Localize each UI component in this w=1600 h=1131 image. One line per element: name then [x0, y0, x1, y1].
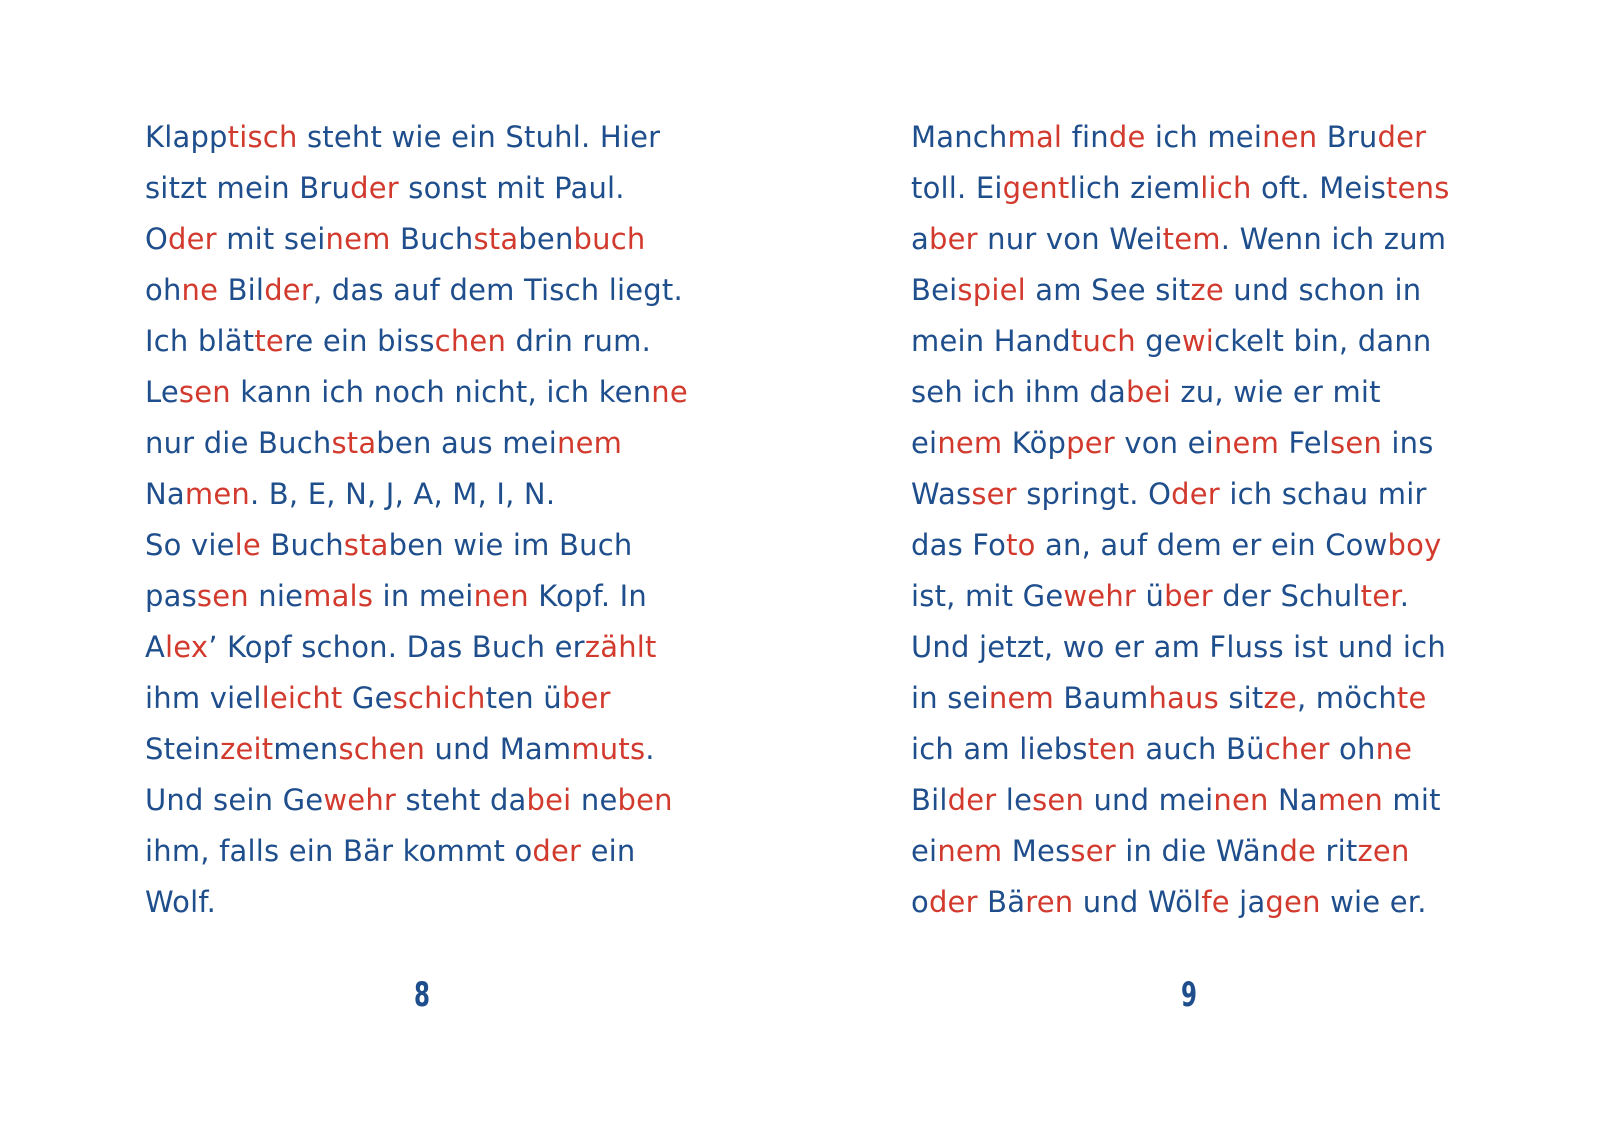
text-line	[145, 265, 688, 316]
text-segment: rit	[1316, 834, 1358, 868]
highlighted-syllable: leicht	[261, 681, 343, 715]
text-segment: , das auf dem Tisch liegt.	[312, 273, 683, 307]
text-line	[911, 163, 1450, 214]
text-segment: Bil	[911, 783, 948, 817]
highlighted-syllable: fe	[1201, 885, 1230, 919]
text-line	[911, 775, 1450, 826]
text-segment: re ein biss	[283, 324, 435, 358]
highlighted-syllable: schen	[338, 732, 426, 766]
highlighted-syllable: nem	[556, 426, 623, 460]
highlighted-syllable: gent	[1002, 171, 1070, 205]
text-segment: ckelt bin, dann	[1214, 324, 1432, 358]
text-segment: ich am liebs	[911, 732, 1088, 766]
highlighted-syllable: der	[1377, 120, 1427, 154]
text-line	[145, 316, 688, 367]
text-segment: der Schul	[1212, 579, 1361, 613]
text-segment: wie er.	[1320, 885, 1427, 919]
text-segment: steht da	[396, 783, 527, 817]
text-segment: mit sei	[216, 222, 326, 256]
highlighted-syllable: buch	[573, 222, 646, 256]
highlighted-syllable: wehr	[1063, 579, 1137, 613]
highlighted-syllable: ben	[617, 783, 673, 817]
left-page-text	[145, 112, 688, 928]
text-segment: Klapp	[145, 120, 228, 154]
highlighted-syllable: sta	[331, 426, 377, 460]
text-segment: von ei	[1114, 426, 1214, 460]
text-segment: zu, wie er mit	[1170, 375, 1381, 409]
highlighted-syllable: sen	[196, 579, 249, 613]
highlighted-syllable: le	[234, 528, 261, 562]
text-segment: . B, E, N, J, A, M, I, N.	[249, 477, 556, 511]
text-segment: . Wenn ich zum	[1220, 222, 1447, 256]
text-line	[911, 622, 1450, 673]
text-segment: Bei	[911, 273, 958, 307]
text-segment: Mes	[1002, 834, 1071, 868]
highlighted-syllable: per	[1066, 426, 1115, 460]
text-line	[145, 520, 688, 571]
text-segment: mit	[1382, 783, 1441, 817]
highlighted-syllable: boy	[1387, 528, 1442, 562]
text-segment: ins	[1381, 426, 1434, 460]
right-page-text	[911, 112, 1450, 928]
text-line	[911, 826, 1450, 877]
text-segment: oft. Meis	[1251, 171, 1387, 205]
text-segment: fin	[1062, 120, 1109, 154]
highlighted-syllable: nem	[937, 834, 1003, 868]
text-segment: in die Wän	[1115, 834, 1280, 868]
text-line	[145, 163, 688, 214]
text-segment: o	[911, 885, 929, 919]
highlighted-syllable: tisch	[227, 120, 298, 154]
text-segment: ist, mit Ge	[911, 579, 1064, 613]
text-segment: ei	[911, 834, 938, 868]
text-segment: springt. O	[1016, 477, 1172, 511]
text-segment: Wolf.	[145, 885, 217, 919]
highlighted-syllable: nem	[937, 426, 1003, 460]
text-segment: das Fo	[911, 528, 1007, 562]
text-line	[145, 214, 688, 265]
highlighted-syllable: de	[1108, 120, 1146, 154]
text-segment: drin rum.	[506, 324, 652, 358]
highlighted-syllable: te	[254, 324, 284, 358]
text-segment: pas	[145, 579, 197, 613]
text-line	[145, 469, 688, 520]
highlighted-syllable: nem	[1213, 426, 1280, 460]
highlighted-syllable: haus	[1148, 681, 1219, 715]
highlighted-syllable: nem	[325, 222, 391, 256]
text-segment: Und jetzt, wo er am Fluss ist und ich	[911, 630, 1446, 664]
text-segment: sitzt mein Bru	[145, 171, 351, 205]
text-segment: A	[145, 630, 166, 664]
text-line	[911, 265, 1450, 316]
text-segment: und schon in	[1223, 273, 1422, 307]
text-segment: oh	[1329, 732, 1376, 766]
highlighted-syllable: der	[532, 834, 582, 868]
highlighted-syllable: der	[350, 171, 399, 205]
text-line	[145, 622, 688, 673]
text-line	[145, 112, 688, 163]
text-segment: ich mei	[1145, 120, 1263, 154]
text-segment: .	[645, 732, 655, 766]
text-segment: Bil	[218, 273, 265, 307]
text-line	[145, 877, 688, 928]
highlighted-syllable: ter	[1360, 579, 1400, 613]
highlighted-syllable: der	[264, 273, 313, 307]
text-segment: nur die Buch	[145, 426, 332, 460]
text-segment: Na	[145, 477, 185, 511]
text-line	[911, 214, 1450, 265]
text-segment: Ich blät	[145, 324, 255, 358]
text-segment: Bru	[1317, 120, 1378, 154]
text-line	[911, 877, 1450, 928]
highlighted-syllable: men	[184, 477, 250, 511]
highlighted-syllable: spiel	[957, 273, 1026, 307]
text-segment: oh	[145, 273, 182, 307]
text-segment: men	[273, 732, 339, 766]
highlighted-syllable: ze	[1263, 681, 1297, 715]
text-segment: sonst mit Paul.	[398, 171, 625, 205]
text-segment: ben aus mei	[376, 426, 557, 460]
text-segment: Was	[911, 477, 972, 511]
text-segment: Köp	[1002, 426, 1067, 460]
text-segment: ben	[518, 222, 574, 256]
text-line	[911, 367, 1450, 418]
text-segment: ne	[571, 783, 618, 817]
highlighted-syllable: nem	[988, 681, 1054, 715]
text-segment: O	[145, 222, 169, 256]
text-segment: ihm, falls ein Bär kommt o	[145, 834, 533, 868]
text-line	[911, 571, 1450, 622]
text-segment: ein	[581, 834, 636, 868]
text-line	[145, 367, 688, 418]
highlighted-syllable: ber	[561, 681, 611, 715]
highlighted-syllable: ser	[971, 477, 1017, 511]
highlighted-syllable: sen	[1032, 783, 1085, 817]
text-segment: Bä	[977, 885, 1026, 919]
text-segment: mein Hand	[911, 324, 1071, 358]
text-line	[145, 418, 688, 469]
highlighted-syllable: der	[168, 222, 217, 256]
text-segment: .	[1399, 579, 1410, 613]
highlighted-syllable: ten	[1087, 732, 1136, 766]
text-line	[911, 316, 1450, 367]
highlighted-syllable: der	[928, 885, 978, 919]
highlighted-syllable: de	[1279, 834, 1317, 868]
highlighted-syllable: zeit	[220, 732, 274, 766]
text-segment: ben wie im Buch	[388, 528, 633, 562]
text-line	[145, 571, 688, 622]
text-segment: Le	[145, 375, 179, 409]
text-line	[145, 826, 688, 877]
highlighted-syllable: nen	[1213, 783, 1269, 817]
text-segment: in sei	[911, 681, 989, 715]
highlighted-syllable: tuch	[1070, 324, 1136, 358]
highlighted-syllable: nen	[473, 579, 529, 613]
highlighted-syllable: tens	[1386, 171, 1450, 205]
highlighted-syllable: ren	[1025, 885, 1074, 919]
highlighted-syllable: der	[1171, 477, 1220, 511]
highlighted-syllable: lex	[165, 630, 209, 664]
text-segment: kann ich noch nicht, ich ken	[230, 375, 652, 409]
text-segment: Buch	[390, 222, 474, 256]
text-line	[145, 775, 688, 826]
highlighted-syllable: sen	[1330, 426, 1382, 460]
text-segment: steht wie ein Stuhl. Hier	[297, 120, 661, 154]
text-line	[911, 418, 1450, 469]
text-segment: lich ziem	[1069, 171, 1201, 205]
highlighted-syllable: nen	[1262, 120, 1318, 154]
text-segment: Fel	[1279, 426, 1331, 460]
text-segment: Und sein Ge	[145, 783, 324, 817]
text-segment: le	[996, 783, 1033, 817]
text-segment: Buch	[260, 528, 344, 562]
highlighted-syllable: bei	[1126, 375, 1171, 409]
text-segment: nur von Wei	[977, 222, 1163, 256]
highlighted-syllable: to	[1006, 528, 1036, 562]
highlighted-syllable: cher	[1264, 732, 1330, 766]
right-page	[800, 0, 1600, 1131]
text-segment: Manch	[911, 120, 1008, 154]
highlighted-syllable: ne	[181, 273, 219, 307]
text-segment: Stein	[145, 732, 221, 766]
highlighted-syllable: ne	[651, 375, 688, 409]
text-segment: a	[911, 222, 929, 256]
text-segment: und mei	[1084, 783, 1214, 817]
highlighted-syllable: mals	[303, 579, 374, 613]
text-segment: seh ich ihm da	[911, 375, 1127, 409]
text-segment: in mei	[373, 579, 474, 613]
text-segment: ge	[1135, 324, 1182, 358]
highlighted-syllable: men	[1317, 783, 1383, 817]
text-line	[911, 724, 1450, 775]
highlighted-syllable: schich	[392, 681, 486, 715]
text-segment: an, auf dem er ein Cow	[1035, 528, 1388, 562]
highlighted-syllable: ber	[1164, 579, 1213, 613]
highlighted-syllable: muts	[571, 732, 646, 766]
text-segment: auch Bü	[1135, 732, 1265, 766]
text-segment: ihm viel	[145, 681, 262, 715]
text-line	[911, 520, 1450, 571]
highlighted-syllable: wehr	[323, 783, 397, 817]
text-segment: ei	[911, 426, 938, 460]
text-segment: Na	[1268, 783, 1318, 817]
highlighted-syllable: der	[947, 783, 997, 817]
highlighted-syllable: wi	[1181, 324, 1215, 358]
highlighted-syllable: ser	[1070, 834, 1116, 868]
page-number-left: 8	[414, 975, 430, 1015]
text-line	[911, 112, 1450, 163]
highlighted-syllable: zählt	[584, 630, 657, 664]
text-segment: ich schau mir	[1219, 477, 1427, 511]
text-segment: ja	[1229, 885, 1266, 919]
text-segment: und Wöl	[1073, 885, 1202, 919]
highlighted-syllable: sta	[343, 528, 389, 562]
text-segment: So vie	[145, 528, 235, 562]
highlighted-syllable: chen	[434, 324, 507, 358]
text-line	[911, 673, 1450, 724]
highlighted-syllable: zen	[1357, 834, 1410, 868]
text-segment: toll. Ei	[911, 171, 1003, 205]
text-segment: nie	[248, 579, 304, 613]
highlighted-syllable: sta	[473, 222, 519, 256]
highlighted-syllable: sen	[178, 375, 231, 409]
text-line	[145, 724, 688, 775]
text-segment: Ge	[342, 681, 393, 715]
highlighted-syllable: ber	[928, 222, 978, 256]
highlighted-syllable: tem	[1162, 222, 1221, 256]
highlighted-syllable: gen	[1265, 885, 1321, 919]
page-number-right: 9	[1181, 975, 1197, 1015]
text-segment: sit	[1218, 681, 1264, 715]
text-segment: Baum	[1053, 681, 1149, 715]
highlighted-syllable: ne	[1375, 732, 1413, 766]
text-segment: ü	[1136, 579, 1165, 613]
highlighted-syllable: ze	[1190, 273, 1224, 307]
text-segment: ’ Kopf schon. Das Buch er	[208, 630, 585, 664]
highlighted-syllable: lich	[1200, 171, 1252, 205]
highlighted-syllable: bei	[526, 783, 572, 817]
highlighted-syllable: te	[1396, 681, 1427, 715]
text-line	[911, 469, 1450, 520]
text-segment: , möch	[1296, 681, 1397, 715]
text-segment: Kopf. In	[528, 579, 647, 613]
highlighted-syllable: mal	[1007, 120, 1063, 154]
text-segment: ten ü	[485, 681, 562, 715]
text-line	[145, 673, 688, 724]
text-segment: und Mam	[425, 732, 572, 766]
text-segment: am See sit	[1025, 273, 1191, 307]
